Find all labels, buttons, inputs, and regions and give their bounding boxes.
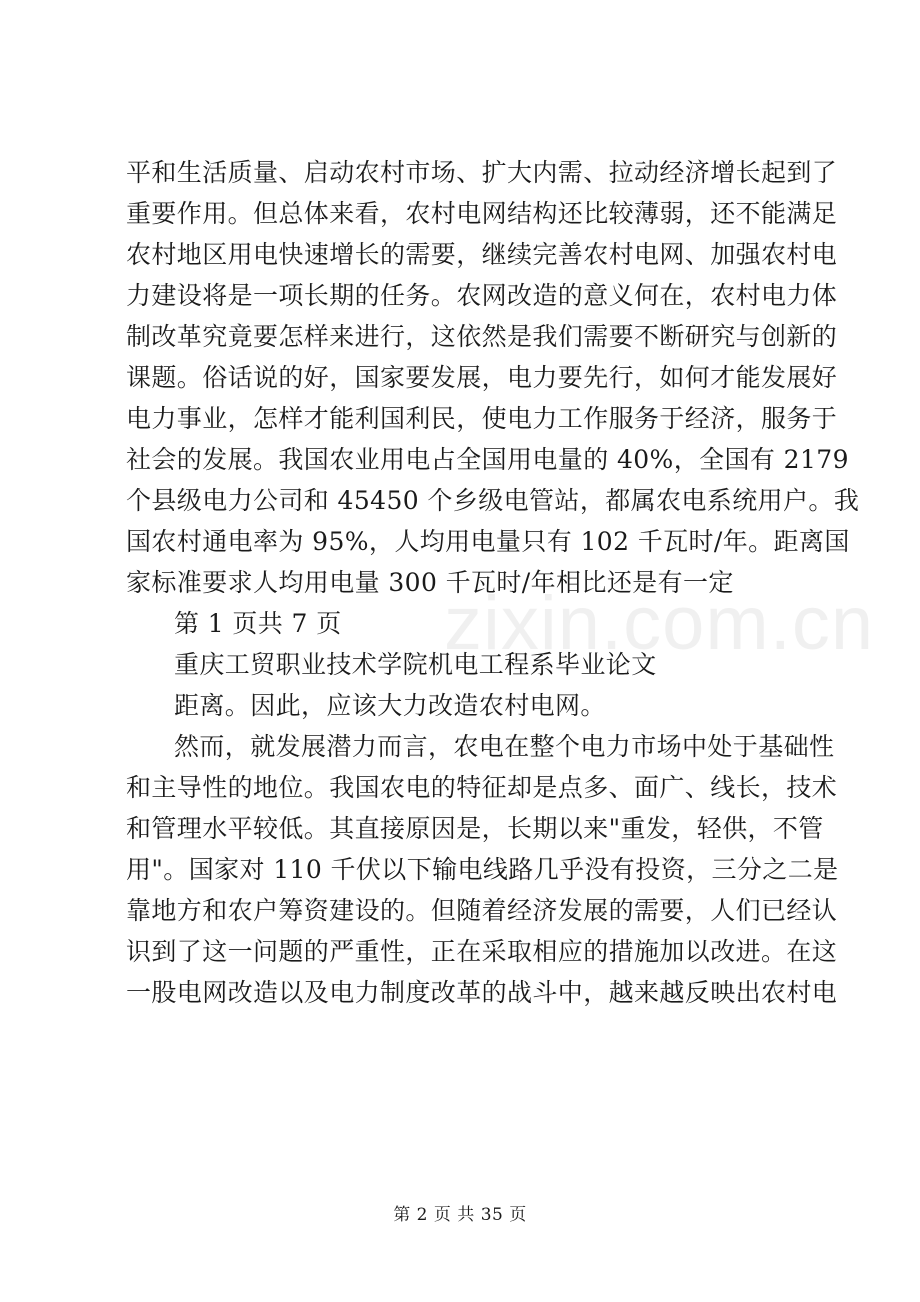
text-line: 制改革究竟要怎样来进行，这依然是我们需要不断研究与创新的 [126, 322, 838, 351]
text-line: 靠地方和农户筹资建设的。但随着经济发展的需要，人们已经认 [126, 896, 838, 925]
text-line: 平和生活质量、启动农村市场、扩大内需、拉动经济增长起到了 [126, 158, 838, 187]
text-line: 然而，就发展潜力而言，农电在整个电力市场中处于基础性 [174, 732, 835, 761]
text-line: 用"。国家对 110 千伏以下输电线路几乎没有投资，三分之二是 [126, 855, 839, 884]
page-footer: 第 2 页 共 35 页 [393, 1205, 527, 1225]
text-line: 一股电网改造以及电力制度改革的战斗中，越来越反映出农村电 [126, 978, 838, 1007]
inline-page-marker: 第 1 页共 7 页 [174, 609, 342, 638]
text-line: 家标准要求人均用电量 300 千瓦时/年相比还是有一定 [126, 568, 734, 597]
text-line: 和主导性的地位。我国农电的特征却是点多、面广、线长，技术 [126, 773, 838, 802]
paragraph [126, 726, 839, 1013]
text-line: 农村地区用电快速增长的需要，继续完善农村电网、加强农村电 [126, 240, 838, 269]
text-line: 个县级电力公司和 45450 个乡级电管站，都属农电系统用户。我 [126, 486, 860, 515]
body-text [126, 152, 860, 1013]
text-line: 课题。俗话说的好，国家要发展，电力要先行，如何才能发展好 [126, 363, 838, 392]
paragraph [126, 152, 860, 603]
text-line: 和管理水平较低。其直接原因是，长期以来"重发，轻供，不管 [126, 814, 824, 843]
text-line: 社会的发展。我国农业用电占全国用电量的 40%，全国有 2179 [126, 445, 849, 474]
text-line: 重要作用。但总体来看，农村电网结构还比较薄弱，还不能满足 [126, 199, 838, 228]
text-line: 力建设将是一项长期的任务。农网改造的意义何在，农村电力体 [126, 281, 838, 310]
text-line: 国农村通电率为 95%，人均用电量只有 102 千瓦时/年。距离国 [126, 527, 850, 556]
watermark: zixin.com.cn [444, 581, 875, 666]
running-header-title: 重庆工贸职业技术学院机电工程系毕业论文 [174, 650, 657, 679]
continuation-line: 距离。因此，应该大力改造农村电网。 [174, 691, 606, 720]
text-line: 识到了这一问题的严重性，正在采取相应的措施加以改进。在这 [126, 937, 838, 966]
text-line: 电力事业，怎样才能利国利民，使电力工作服务于经济，服务于 [126, 404, 838, 433]
